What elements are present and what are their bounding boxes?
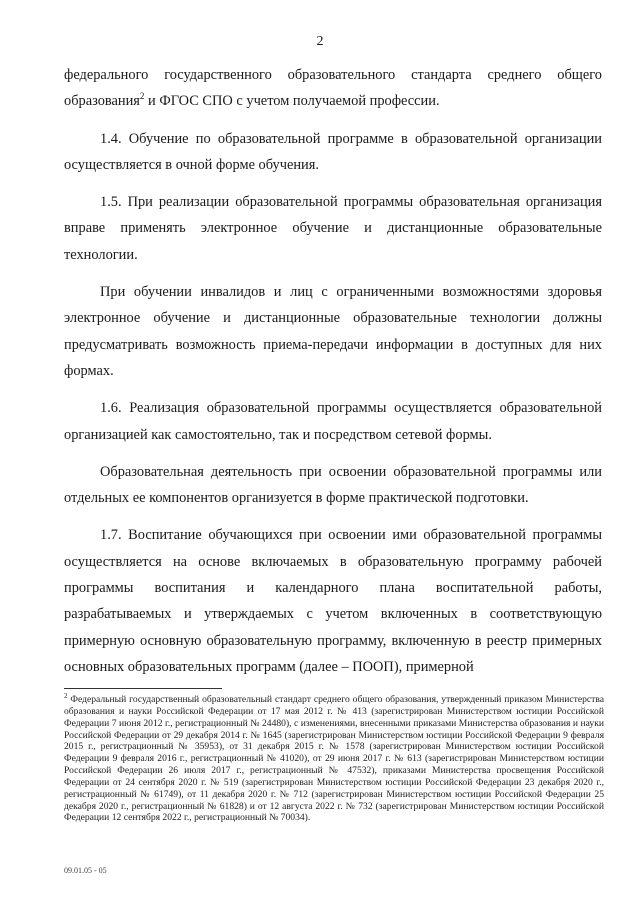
paragraph-disabled-learners: При обучении инвалидов и лиц с ограниченными возможностями здоровья электронное обучение и дистанционные образовательные технологии должны предусматривать возможность приема-передачи информации в доступных для них формах. (64, 284, 602, 379)
paragraph-1-6: 1.6. Реализация образовательной программы осуществляется образовательной организацией как самостоятельно, так и посредством сетевой формы. (64, 400, 602, 443)
footnote (64, 691, 604, 824)
document-code: 09.01.05 - 05 (64, 866, 107, 875)
paragraph-1-5: 1.5. При реализации образовательной программы образовательная организация вправе применять электронное обучение и дистанционные образовательные технологии. (64, 194, 602, 263)
paragraph-text: федерального государственного образовательного стандарта среднего общего образования (64, 67, 602, 110)
page-number: 2 (316, 34, 324, 49)
footnote-reference[interactable]: 2 (139, 91, 145, 102)
paragraph-1-7: 1.7. Воспитание обучающихся при освоении ими образовательной программы осуществляется на основе включаемых в образовательную программу рабочей программы воспитания и календарного плана воспитательной работы, разрабатываемых и утверждаемых с учетом включенных в соответствующую примерную основную образовательную программу, включенную в реестр примерных основных образовательных программ (далее – ПООП), примерной (64, 527, 602, 675)
footnote-mark: 2 (64, 691, 68, 700)
paragraph-1-4: 1.4. Обучение по образовательной программе в образовательной организации осуществляется в очной форме обучения. (64, 130, 602, 173)
body-text (64, 62, 602, 691)
paragraph-text: и ФГОС СПО с учетом получаемой профессии. (144, 93, 440, 110)
paragraph-practical-training: Образовательная деятельность при освоении образовательной программы или отдельных ее компонентов организуется в форме практической подготовки. (64, 463, 602, 507)
footnote-divider (64, 688, 222, 689)
footnote-text: Федеральный государственный образовательный стандарт среднего общего образования, утвержденный приказом Министерства образования и науки Российской Федерации от 17 мая 2012 г. № 413 (зарегистрирован Министерством юстиции Российской Федерации 7 июня 2012 г., регистрационный № 24480), с изменениями, внесенными приказами Министерства образования и науки Российской Федерации от 29 декабря 2014 г. № 1645 (зарегистрирован Министерством юстиции Российской Федерации 9 февраля 2015 г., регистрационный № 35953), от 31 декабря 2015 г. № 1578 (зарегистрирован Министерством юстиции Российской Федерации 9 февраля 2016 г., регистрационный № 41020), от 29 июня 2017 г. № 613 (зарегистрирован Министерством юстиции Российской Федерации 26 июля 2017 г., регистрационный № 47532), приказами Министерства просвещения Российской Федерации от 24 сентября 2020 г. № 519 (зарегистрирован Министерством юстиции Российской Федерации 23 декабря 2020 г., регистрационный № 61749), от 11 декабря 2020 г. № 712 (зарегистрирован Министерством юстиции Российской Федерации 25 декабря 2020 г., регистрационный № 61828) и от 12 августа 2022 г. № 732 (зарегистрирован Министерством юстиции Российской Федерации 12 сентября 2022 г., регистрационный № 70034). (64, 694, 604, 824)
paragraph-continuation (64, 62, 602, 115)
